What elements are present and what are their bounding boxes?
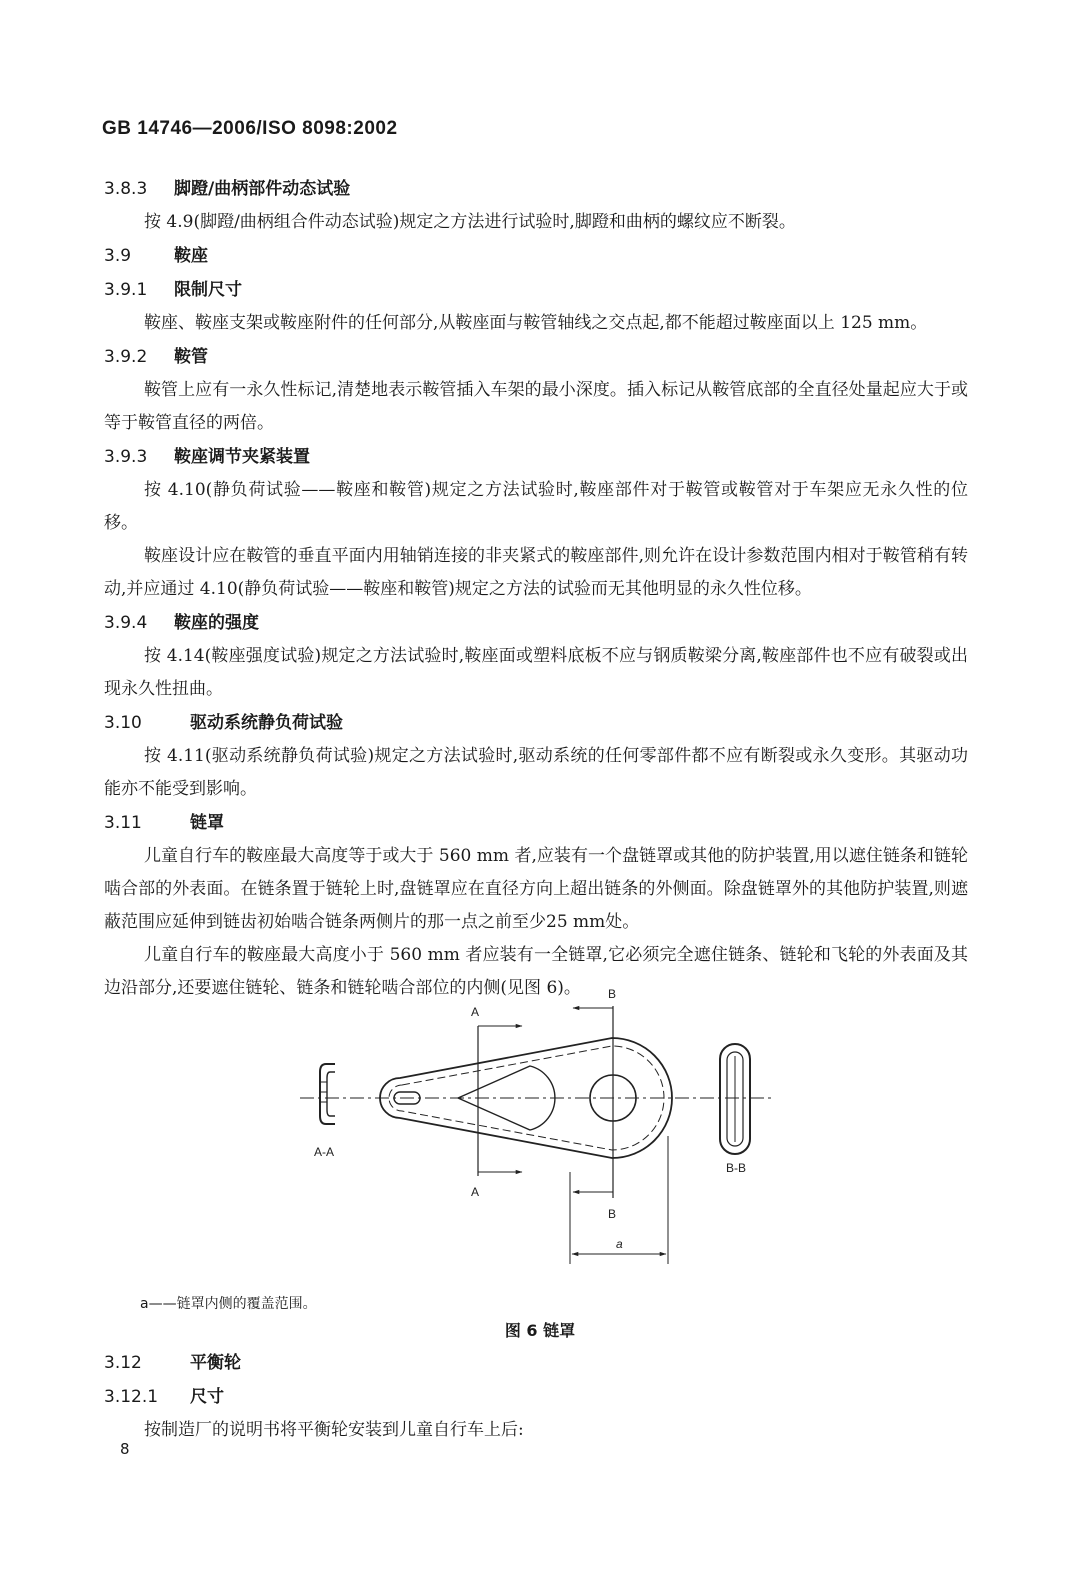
tail-content [104,1346,968,1447]
section-heading [104,606,968,640]
paragraph: 儿童自行车的鞍座最大高度小于 560 mm 者应装有一全链罩,它必须完全遮住链条、链轮和飞轮的外表面及其边沿部分,还要遮住链轮、链条和链轮啮合部位的内侧(见图 6)。 [104,945,968,998]
label-section-bb: B-B [726,1161,747,1175]
page-number: 8 [120,1440,130,1458]
paragraph: 鞍座、鞍座支架或鞍座附件的任何部分,从鞍座面与鞍管轴线之交点起,都不能超过鞍座面以上 125 mm。 [144,313,928,333]
section-title: 链罩 [190,813,224,833]
section-number: 3.8.3 [104,179,148,199]
section-number: 3.9.2 [104,347,148,367]
label-section-aa: A-A [314,1145,335,1159]
figure-legend: a——链罩内侧的覆盖范围。 [140,1296,317,1312]
section-title: 脚蹬/曲柄部件动态试验 [174,179,351,199]
paragraph: 儿童自行车的鞍座最大高度等于或大于 560 mm 者,应装有一个盘链罩或其他的防护装置,用以遮住链条和链轮啮合部的外表面。在链条置于链轮上时,盘链罩应在直径方向上超出链条的外侧面。除盘链罩外的其他防护装置,则遮蔽范围应延伸到链齿初始啮合链条两侧片的那一点之前至少25 mm处。 [104,846,968,932]
section-title: 鞍管 [174,347,208,367]
label-dimension-a: a [616,1237,623,1251]
section-aa-inner [327,1072,335,1116]
label-a-bottom: A [471,1185,480,1199]
label-b-bottom: B [608,1207,617,1221]
section-number: 3.9.3 [104,447,148,467]
paragraph: 鞍座设计应在鞍管的垂直平面内用轴销连接的非夹紧式的鞍座部件,则允许在设计参数范围内相对于鞍管稍有转动,并应通过 4.10(静负荷试验——鞍座和鞍管)规定之方法的试验而无其他明显的永久性位移。 [104,546,968,599]
figure-caption: 图 6 链罩 [504,1321,576,1340]
label-a-top: A [471,1005,480,1019]
section-number: 3.12 [104,1353,142,1373]
section-number: 3.12.1 [104,1387,159,1407]
section-heading [104,806,968,840]
section-number: 3.11 [104,813,142,833]
label-b-top: B [608,987,617,1001]
section-heading [104,340,968,374]
paragraph: 按制造厂的说明书将平衡轮安装到儿童自行车上后: [144,1420,524,1440]
section-title: 限制尺寸 [174,280,242,300]
section-heading [104,1346,968,1380]
section-heading [104,172,968,206]
section-title: 鞍座调节夹紧装置 [174,447,310,467]
main-content [104,172,968,1005]
section-title: 鞍座的强度 [174,613,259,633]
section-number: 3.9.4 [104,613,148,633]
section-heading [104,706,968,740]
standard-code: GB 14746—2006/ISO 8098:2002 [102,118,398,139]
section-title: 驱动系统静负荷试验 [190,713,343,733]
section-number: 3.9 [104,246,132,266]
section-title: 鞍座 [174,246,208,266]
paragraph: 按 4.14(鞍座强度试验)规定之方法试验时,鞍座面或塑料底板不应与钢质鞍梁分离,鞍座部件也不应有破裂或出现永久性扭曲。 [104,646,968,699]
section-heading [104,440,968,474]
section-heading [104,239,968,273]
paragraph: 按 4.11(驱动系统静负荷试验)规定之方法试验时,驱动系统的任何零部件都不应有断裂或永久变形。其驱动功能亦不能受到影响。 [104,746,968,799]
section-heading [104,1380,968,1414]
section-heading [104,273,968,307]
chain-guard-drawing [290,986,790,1266]
paragraph: 鞍管上应有一永久性标记,清楚地表示鞍管插入车架的最小深度。插入标记从鞍管底部的全直径处量起应大于或等于鞍管直径的两倍。 [104,380,968,433]
section-title: 平衡轮 [190,1353,241,1373]
section-number: 3.10 [104,713,142,733]
paragraph: 按 4.9(脚蹬/曲柄组合件动态试验)规定之方法进行试验时,脚蹬和曲柄的螺纹应不断裂。 [144,212,796,232]
section-number: 3.9.1 [104,280,148,300]
section-title: 尺寸 [190,1387,224,1407]
chain-guard-figure [290,986,790,1266]
paragraph: 按 4.10(静负荷试验——鞍座和鞍管)规定之方法试验时,鞍座部件对于鞍管或鞍管对于车架应无永久性的位移。 [104,480,968,533]
